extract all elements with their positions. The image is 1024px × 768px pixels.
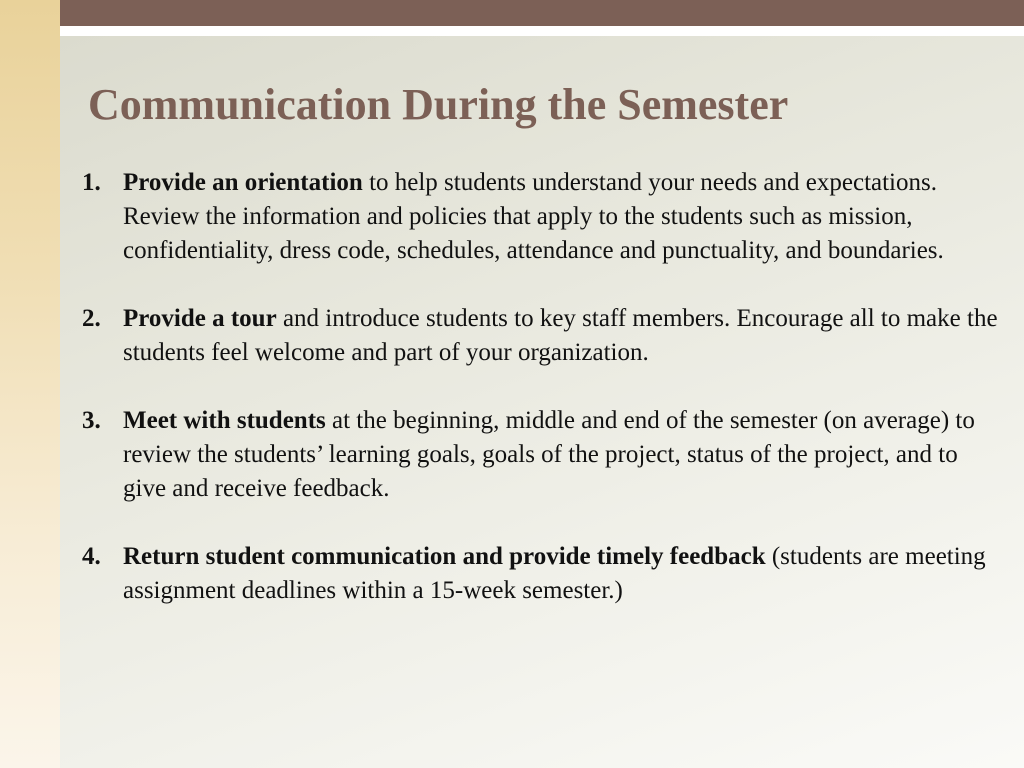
top-divider-line: [60, 26, 1024, 36]
item-lead-bold: Return student communication and provide timely feedback: [123, 543, 766, 570]
item-text: and introduce students to key staff members. Encourage all to make the students feel welcome and part of your organization.: [123, 305, 998, 366]
item-number: 4.: [82, 543, 101, 570]
item-lead-bold: Meet with students: [123, 407, 326, 434]
top-accent-bar: [60, 0, 1024, 26]
item-lead-bold: Provide an orientation: [123, 169, 363, 196]
item-text: (students are meeting assignment deadlines within a 15-week semester.): [123, 543, 986, 604]
list-item: [82, 166, 1002, 268]
left-accent-strip: [0, 0, 60, 768]
slide-title: Communication During the Semester: [88, 80, 789, 129]
item-lead-bold: Provide a tour: [123, 305, 277, 332]
item-text: to help students understand your needs and expectations. Review the information and policies that apply to the students such as mission, confidentiality, dress code, schedules, attendance and punctuality, and boundaries.: [123, 169, 944, 264]
list-item: [82, 540, 1002, 608]
item-number: 3.: [82, 407, 101, 434]
item-number: 2.: [82, 305, 101, 332]
numbered-list: [82, 166, 1002, 642]
list-item: [82, 404, 1002, 506]
list-item: [82, 302, 1002, 370]
item-text: at the beginning, middle and end of the semester (on average) to review the students’ learning goals, goals of the project, status of the project, and to give and receive feedback.: [123, 407, 975, 502]
item-number: 1.: [82, 169, 101, 196]
